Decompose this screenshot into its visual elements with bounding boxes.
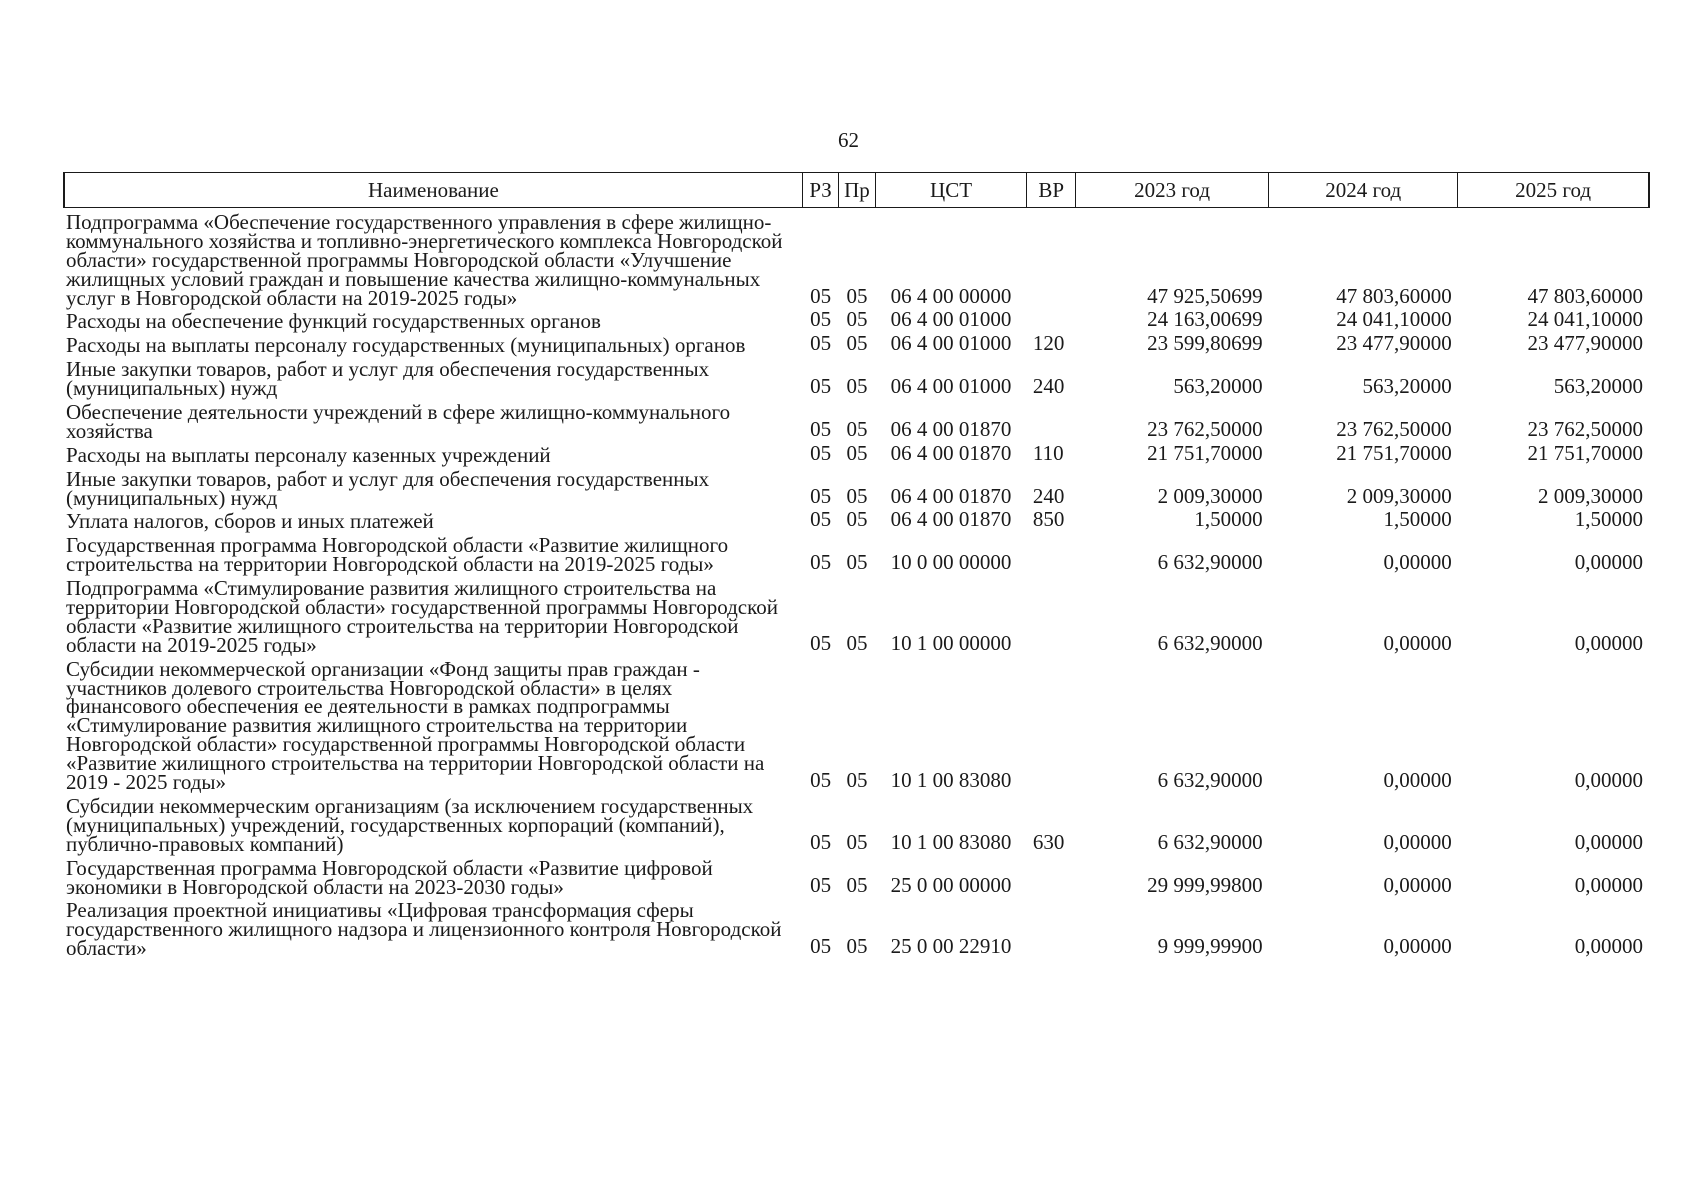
row-rz: 05 (810, 630, 832, 655)
row-name: Обеспечение деятельности учреждений в сфере жилищно-коммунального хозяйства (66, 400, 731, 443)
row-pr: 05 (846, 550, 868, 575)
row-amount-2025: 0,00000 (1574, 768, 1643, 793)
column-header-2023: 2023 год (1075, 173, 1268, 208)
row-vr: 240 (1032, 483, 1065, 508)
table-header-row (64, 173, 1649, 208)
row-vr (1027, 398, 1076, 441)
row-pr: 05 (846, 872, 868, 897)
row-amount-2025: 23 762,50000 (1527, 416, 1643, 441)
column-header-pr: Пр (839, 173, 875, 208)
row-pr: 05 (846, 331, 868, 356)
row-amount-2025: 0,00000 (1574, 934, 1643, 959)
row-vr (1027, 655, 1076, 792)
row-amount-2024: 1,50000 (1383, 507, 1452, 532)
row-amount-2023: 23 599,80699 (1147, 331, 1263, 356)
row-name: Субсидии некоммерческим организациям (за исключением государственных (муниципальных) учреждений, государственных корпораций (компаний), публично-правовых компаний) (66, 793, 754, 856)
row-vr (1027, 307, 1076, 331)
row-name: Расходы на выплаты персоналу государственных (муниципальных) органов (66, 333, 746, 358)
row-amount-2024: 21 751,70000 (1336, 440, 1452, 465)
table-row (64, 854, 1649, 897)
row-amount-2025: 23 477,90000 (1527, 331, 1643, 356)
row-pr: 05 (846, 934, 868, 959)
row-amount-2023: 1,50000 (1194, 507, 1263, 532)
table-row (64, 896, 1649, 958)
row-pr: 05 (846, 768, 868, 793)
row-vr: 120 (1032, 331, 1065, 356)
row-cst: 06 4 00 01000 (890, 374, 1012, 399)
column-header-rz: РЗ (802, 173, 838, 208)
table-row (64, 655, 1649, 792)
row-amount-2023: 9 999,99900 (1157, 934, 1263, 959)
row-amount-2024: 24 041,10000 (1336, 307, 1452, 332)
row-rz: 05 (810, 283, 832, 308)
row-amount-2024: 0,00000 (1383, 829, 1452, 854)
column-header-vr: ВР (1027, 173, 1076, 208)
row-amount-2024: 0,00000 (1383, 872, 1452, 897)
row-cst: 10 1 00 83080 (890, 768, 1012, 793)
row-rz: 05 (810, 934, 832, 959)
row-amount-2025: 1,50000 (1574, 507, 1643, 532)
row-amount-2025: 0,00000 (1574, 550, 1643, 575)
row-rz: 05 (810, 440, 832, 465)
row-amount-2024: 563,20000 (1362, 374, 1452, 399)
row-vr (1027, 896, 1076, 958)
row-vr: 240 (1032, 374, 1065, 399)
row-amount-2025: 0,00000 (1574, 630, 1643, 655)
table-row (64, 398, 1649, 441)
row-vr: 630 (1032, 829, 1065, 854)
column-header-2025: 2025 год (1458, 173, 1649, 208)
row-amount-2024: 0,00000 (1383, 550, 1452, 575)
row-amount-2024: 2 009,30000 (1346, 483, 1452, 508)
row-amount-2023: 6 632,90000 (1157, 768, 1263, 793)
row-amount-2025: 563,20000 (1553, 374, 1643, 399)
row-rz: 05 (810, 416, 832, 441)
row-name: Государственная программа Новгородской области «Развитие цифровой экономики в Новгородской области на 2023-2030 годы» (66, 855, 713, 899)
row-name: Государственная программа Новгородской области «Развитие жилищного строительства на территории Новгородской области на 2019-2025 годы» (66, 533, 729, 577)
row-amount-2023: 21 751,70000 (1147, 440, 1263, 465)
table-row (64, 574, 1649, 655)
row-vr: 110 (1032, 440, 1064, 465)
row-rz: 05 (810, 829, 832, 854)
page-number: 62 (838, 128, 859, 152)
column-header-2024: 2024 год (1269, 173, 1458, 208)
row-pr: 05 (846, 630, 868, 655)
row-amount-2024: 0,00000 (1383, 934, 1452, 959)
budget-table (63, 172, 1650, 961)
row-amount-2024: 0,00000 (1383, 630, 1452, 655)
row-pr: 05 (846, 507, 868, 532)
row-amount-2025: 24 041,10000 (1527, 307, 1643, 332)
row-amount-2024: 23 762,50000 (1336, 416, 1452, 441)
table-row (64, 331, 1649, 355)
row-amount-2025: 0,00000 (1574, 829, 1643, 854)
row-rz: 05 (810, 768, 832, 793)
row-rz: 05 (810, 331, 832, 356)
row-name: Реализация проектной инициативы «Цифровая трансформация сферы государственного жилищного надзора и лицензионного контроля Новгородской области» (66, 898, 782, 961)
row-name: Уплата налогов, сборов и иных платежей (66, 509, 434, 534)
row-pr: 05 (846, 374, 868, 399)
row-rz: 05 (810, 483, 832, 508)
row-pr: 05 (846, 307, 868, 332)
row-rz: 05 (810, 507, 832, 532)
row-pr: 05 (846, 483, 868, 508)
row-amount-2024: 47 803,60000 (1336, 283, 1452, 308)
row-cst: 10 0 00 00000 (890, 550, 1012, 575)
row-cst: 10 1 00 00000 (890, 630, 1012, 655)
row-pr: 05 (846, 283, 868, 308)
row-amount-2025: 2 009,30000 (1538, 483, 1643, 508)
row-amount-2023: 24 163,00699 (1147, 307, 1263, 332)
table-row (64, 441, 1649, 465)
row-amount-2023: 29 999,99800 (1147, 872, 1263, 897)
row-vr (1027, 208, 1076, 308)
row-amount-2023: 6 632,90000 (1157, 630, 1263, 655)
row-cst: 06 4 00 01000 (890, 331, 1012, 356)
row-amount-2025: 21 751,70000 (1527, 440, 1643, 465)
row-name: Иные закупки товаров, работ и услуг для обеспечения государственных (муниципальных) нужд (66, 357, 710, 401)
table-row (64, 507, 1649, 531)
row-amount-2024: 0,00000 (1383, 768, 1452, 793)
row-cst: 06 4 00 01870 (890, 440, 1012, 465)
column-header-cst: ЦСТ (875, 173, 1027, 208)
row-cst: 10 1 00 83080 (890, 829, 1012, 854)
row-amount-2023: 23 762,50000 (1147, 416, 1263, 441)
column-header-name: Наименование (64, 173, 802, 208)
row-rz: 05 (810, 374, 832, 399)
table-row (64, 307, 1649, 331)
row-amount-2023: 2 009,30000 (1157, 483, 1263, 508)
row-name: Подпрограмма «Стимулирование развития жилищного строительства на территории Новгородской области» государственной программы Новгородской области «Развитие жилищного строительства на территории Новгородской области на 2019-2025 годы» (66, 576, 778, 657)
row-pr: 05 (846, 440, 868, 465)
row-cst: 06 4 00 01000 (890, 307, 1012, 332)
row-amount-2023: 563,20000 (1173, 374, 1263, 399)
row-pr: 05 (846, 829, 868, 854)
row-amount-2023: 6 632,90000 (1157, 550, 1263, 575)
table-row (64, 355, 1649, 398)
row-amount-2023: 47 925,50699 (1147, 283, 1263, 308)
row-vr (1027, 574, 1076, 655)
table-row (64, 531, 1649, 574)
row-rz: 05 (810, 550, 832, 575)
table-row (64, 465, 1649, 508)
table-row (64, 208, 1649, 308)
row-name: Иные закупки товаров, работ и услуг для обеспечения государственных (муниципальных) нужд (66, 466, 710, 510)
row-vr: 850 (1032, 507, 1065, 532)
row-name: Субсидии некоммерческой организации «Фонд защиты прав граждан - участников долевого строительства Новгородской области» в целях финансового обеспечения ее деятельности в рамках подпрограммы «Стимулирование развития жилищного строительства на территории Новгородской области» государственной программы Новгородской области «Развитие жилищного строительства на территории Новгородской области на 2019 - 2025 годы» (66, 656, 765, 795)
row-name: Расходы на выплаты персоналу казенных учреждений (66, 442, 551, 467)
row-rz: 05 (810, 872, 832, 897)
row-vr (1027, 531, 1076, 574)
row-cst: 25 0 00 22910 (890, 934, 1012, 959)
row-cst: 06 4 00 01870 (890, 483, 1012, 508)
row-amount-2025: 0,00000 (1574, 872, 1643, 897)
row-vr (1027, 854, 1076, 897)
row-cst: 25 0 00 00000 (890, 872, 1012, 897)
row-name: Расходы на обеспечение функций государственных органов (66, 309, 601, 334)
row-rz: 05 (810, 307, 832, 332)
row-name: Подпрограмма «Обеспечение государственного управления в сфере жилищно-коммунального хозяйства и топливно-энергетического комплекса Новгородской области» государственной программы Новгородской области «Улучшение жилищных условий граждан и повышение качества жилищно-коммунальных услуг в Новгородской области на 2019-2025 годы» (66, 210, 783, 310)
row-cst: 06 4 00 01870 (890, 507, 1012, 532)
row-amount-2025: 47 803,60000 (1527, 283, 1643, 308)
table-row (64, 792, 1649, 854)
row-cst: 06 4 00 01870 (890, 416, 1012, 441)
row-amount-2023: 6 632,90000 (1157, 829, 1263, 854)
row-cst: 06 4 00 00000 (890, 283, 1012, 308)
row-amount-2024: 23 477,90000 (1336, 331, 1452, 356)
row-pr: 05 (846, 416, 868, 441)
